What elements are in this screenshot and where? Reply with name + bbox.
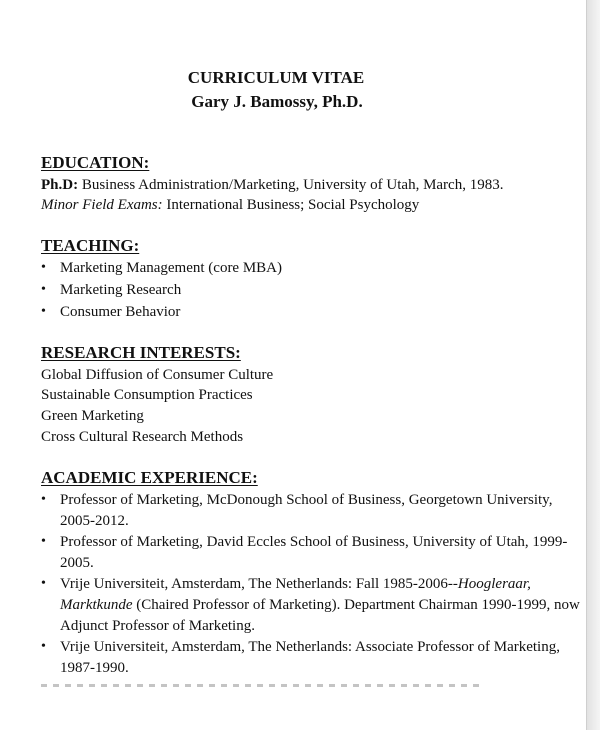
academic-item-2-line: Professor of Marketing, David Eccles School of Business, University of Utah, 1999- <box>60 534 568 550</box>
research-item: Cross Cultural Research Methods <box>41 429 244 445</box>
academic-item-1-line: Professor of Marketing, McDonough School of Business, Georgetown University, <box>60 492 553 508</box>
academic-item-3-text: Vrije Universiteit, Amsterdam, The Netherlands: Fall 1985-2006-- <box>60 576 458 592</box>
document-title: CURRICULUM VITAE <box>187 68 365 87</box>
author-name: Gary J. Bamossy, Ph.D. <box>191 92 363 111</box>
education-degree <box>41 175 503 195</box>
academic-item-3-text: (Chaired Professor of Marketing). Department Chairman 1990-1999, now <box>132 597 580 613</box>
teaching-item: Marketing Research <box>60 282 182 298</box>
academic-item-3-dutch-title: Marktkunde <box>60 597 133 613</box>
academic-item-3-dutch-title: Hoogleraar, <box>457 576 531 592</box>
bullet-icon: • <box>41 304 46 319</box>
education-heading: EDUCATION: <box>41 153 150 172</box>
academic-item-3-line <box>60 574 531 594</box>
teaching-item: Marketing Management (core MBA) <box>60 260 283 276</box>
academic-item-4-line: Vrije Universiteit, Amsterdam, The Netherlands: Associate Professor of Marketing, <box>60 639 560 655</box>
bullet-icon: • <box>41 639 46 654</box>
bullet-icon: • <box>41 282 46 297</box>
bullet-icon: • <box>41 260 46 275</box>
title-block <box>0 66 552 114</box>
academic-item-3-line: Adjunct Professor of Marketing. <box>60 618 255 634</box>
teaching-item: Consumer Behavior <box>60 304 181 320</box>
research-item: Green Marketing <box>41 408 144 424</box>
degree-text: Business Administration/Marketing, University of Utah, March, 1983. <box>78 177 504 193</box>
minor-label: Minor Field Exams: <box>41 197 163 213</box>
teaching-heading: TEACHING: <box>41 236 140 255</box>
academic-heading: ACADEMIC EXPERIENCE: <box>41 468 258 487</box>
minor-text: International Business; Social Psychology <box>162 197 420 213</box>
education-minor <box>41 195 419 215</box>
academic-item-2-line: 2005. <box>60 555 94 571</box>
bullet-icon: • <box>41 492 46 507</box>
page-edge-shadow <box>587 0 600 730</box>
research-item: Global Diffusion of Consumer Culture <box>41 367 274 383</box>
degree-label: Ph.D: <box>41 177 79 193</box>
academic-item-4-line: 1987-1990. <box>60 660 129 676</box>
bullet-icon: • <box>41 534 46 549</box>
research-heading: RESEARCH INTERESTS: <box>41 343 241 362</box>
academic-item-1-line: 2005-2012. <box>60 513 129 529</box>
page-cutoff-divider <box>41 684 481 687</box>
academic-item-3-line <box>60 595 580 615</box>
research-item: Sustainable Consumption Practices <box>41 387 253 403</box>
bullet-icon: • <box>41 576 46 591</box>
